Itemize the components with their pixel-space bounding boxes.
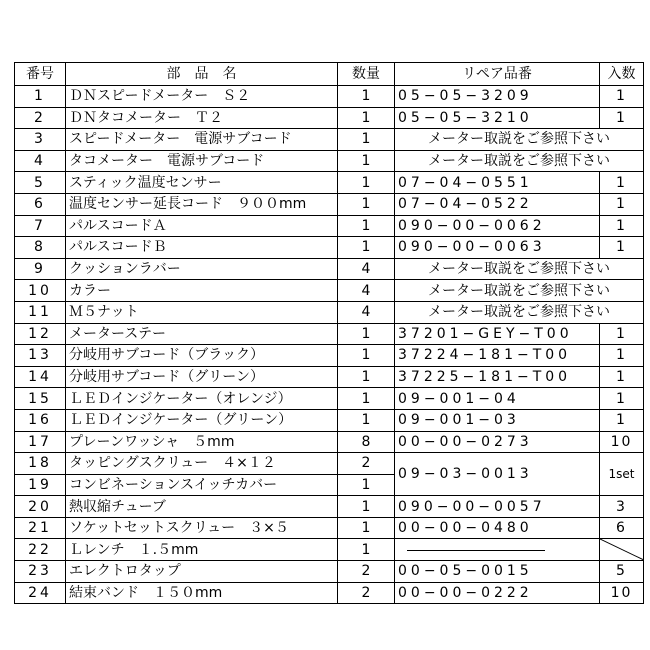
quantity: 1: [338, 107, 395, 129]
pack-count: 6: [600, 517, 644, 539]
part-name: コンビネーションスイッチカバー: [66, 474, 338, 496]
quantity: 1: [338, 150, 395, 172]
table-row: [15, 301, 644, 323]
table-row: [15, 561, 644, 583]
repair-part-number: 37225−181−T00: [395, 366, 600, 388]
table-row: [15, 237, 644, 259]
header-number: 番号: [15, 63, 66, 86]
part-name: パルスコードＢ: [66, 237, 338, 259]
quantity: 1: [338, 86, 395, 108]
quantity: 1: [338, 129, 395, 151]
refer-to-meter-manual-note: メーター取説をご参照下さい: [395, 150, 644, 172]
row-number: 1: [15, 86, 66, 108]
quantity: 1: [338, 237, 395, 259]
quantity: 1: [338, 496, 395, 518]
parts-table: [14, 62, 644, 604]
quantity: 1: [338, 388, 395, 410]
dash-line: [407, 550, 545, 551]
quantity: 2: [338, 582, 395, 604]
pack-count: 1: [600, 366, 644, 388]
quantity: 2: [338, 453, 395, 475]
row-number: 7: [15, 215, 66, 237]
repair-part-number: 090−00−0063: [395, 237, 600, 259]
pack-count: 1: [600, 388, 644, 410]
row-number: 12: [15, 323, 66, 345]
pack-count: 1: [600, 107, 644, 129]
quantity: 8: [338, 431, 395, 453]
table-row: [15, 582, 644, 604]
quantity: 1: [338, 517, 395, 539]
table-row: [15, 150, 644, 172]
quantity: 1: [338, 539, 395, 561]
part-name: 温度センサー延長コード ９００mm: [66, 193, 338, 215]
part-name: プレーンワッシャ ５mm: [66, 431, 338, 453]
repair-part-number: 00−00−0273: [395, 431, 600, 453]
table-row: [15, 193, 644, 215]
pack-count: 1: [600, 345, 644, 367]
table-row: [15, 388, 644, 410]
part-name: タコメーター 電源サブコード: [66, 150, 338, 172]
repair-part-number: 090−00−0062: [395, 215, 600, 237]
pack-count: 1: [600, 237, 644, 259]
part-name: クッションラバー: [66, 258, 338, 280]
repair-part-number: 37201−GEY−T00: [395, 323, 600, 345]
quantity: 1: [338, 193, 395, 215]
row-number: 3: [15, 129, 66, 151]
refer-to-meter-manual-note: メーター取説をご参照下さい: [395, 280, 644, 302]
repair-part-number: 05−05−3209: [395, 86, 600, 108]
row-number: 23: [15, 561, 66, 583]
quantity: 4: [338, 301, 395, 323]
pack-count: 1: [600, 193, 644, 215]
row-number: 24: [15, 582, 66, 604]
part-name: カラー: [66, 280, 338, 302]
table-row: [15, 409, 644, 431]
table-row: [15, 86, 644, 108]
repair-part-number: 05−05−3210: [395, 107, 600, 129]
table-row: [15, 345, 644, 367]
row-number: 16: [15, 409, 66, 431]
quantity: 4: [338, 280, 395, 302]
pack-count: 1: [600, 172, 644, 194]
repair-part-number: 00−05−0015: [395, 561, 600, 583]
table-row: [15, 129, 644, 151]
repair-part-number: 07−04−0551: [395, 172, 600, 194]
quantity: 1: [338, 474, 395, 496]
repair-part-number: 00−00−0222: [395, 582, 600, 604]
part-name: Ｍ５ナット: [66, 301, 338, 323]
part-name: ＤＮタコメーター Ｔ２: [66, 107, 338, 129]
no-pack-count-cell: [600, 539, 644, 561]
part-name: ＬＥＤインジケーター（オレンジ）: [66, 388, 338, 410]
part-name: ＤＮスピードメーター Ｓ２: [66, 86, 338, 108]
row-number: 15: [15, 388, 66, 410]
header-part-name: 部 品 名: [66, 63, 338, 86]
repair-part-number: 00−00−0480: [395, 517, 600, 539]
row-number: 6: [15, 193, 66, 215]
pack-count: 10: [600, 582, 644, 604]
header-pack-count: 入数: [600, 63, 644, 86]
row-number: 13: [15, 345, 66, 367]
quantity: 4: [338, 258, 395, 280]
table-row: [15, 258, 644, 280]
no-part-number-cell: [395, 539, 600, 561]
quantity: 1: [338, 323, 395, 345]
table-row: [15, 431, 644, 453]
table-row: [15, 323, 644, 345]
repair-part-number: 090−00−0057: [395, 496, 600, 518]
row-number: 20: [15, 496, 66, 518]
table-row: [15, 453, 644, 475]
table-row: [15, 496, 644, 518]
row-number: 17: [15, 431, 66, 453]
part-name: タッピングスクリュー ４×１２: [66, 453, 338, 475]
row-number: 5: [15, 172, 66, 194]
quantity: 1: [338, 172, 395, 194]
table-row: [15, 366, 644, 388]
quantity: 1: [338, 409, 395, 431]
row-number: 22: [15, 539, 66, 561]
quantity: 2: [338, 561, 395, 583]
pack-count: 1set: [600, 453, 644, 496]
table-row: [15, 107, 644, 129]
pack-count: 1: [600, 323, 644, 345]
part-name: 熱収縮チューブ: [66, 496, 338, 518]
part-name: 結束バンド １５０mm: [66, 582, 338, 604]
quantity: 1: [338, 366, 395, 388]
pack-count: 1: [600, 86, 644, 108]
pack-count: 1: [600, 215, 644, 237]
part-name: スピードメーター 電源サブコード: [66, 129, 338, 151]
pack-count: 1: [600, 409, 644, 431]
part-name: ＬＥＤインジケーター（グリーン）: [66, 409, 338, 431]
table-row: [15, 215, 644, 237]
row-number: 11: [15, 301, 66, 323]
row-number: 8: [15, 237, 66, 259]
part-name: 分岐用サブコード（ブラック）: [66, 345, 338, 367]
table-row: [15, 172, 644, 194]
pack-count: 3: [600, 496, 644, 518]
repair-part-number: 07−04−0522: [395, 193, 600, 215]
row-number: 2: [15, 107, 66, 129]
part-name: エレクトロタップ: [66, 561, 338, 583]
pack-count: 5: [600, 561, 644, 583]
row-number: 4: [15, 150, 66, 172]
table-row: [15, 539, 644, 561]
row-number: 10: [15, 280, 66, 302]
diagonal-slash-icon: [600, 539, 643, 560]
row-number: 14: [15, 366, 66, 388]
refer-to-meter-manual-note: メーター取説をご参照下さい: [395, 301, 644, 323]
repair-part-number: 09−001−03: [395, 409, 600, 431]
row-number: 18: [15, 453, 66, 475]
repair-part-number: 09−03−0013: [395, 453, 600, 496]
table-row: [15, 517, 644, 539]
pack-count: 10: [600, 431, 644, 453]
repair-part-number: 09−001−04: [395, 388, 600, 410]
part-name: 分岐用サブコード（グリーン）: [66, 366, 338, 388]
table-header-row: [15, 63, 644, 86]
part-name: メーターステー: [66, 323, 338, 345]
row-number: 21: [15, 517, 66, 539]
refer-to-meter-manual-note: メーター取説をご参照下さい: [395, 258, 644, 280]
part-name: スティック温度センサー: [66, 172, 338, 194]
repair-part-number: 37224−181−T00: [395, 345, 600, 367]
quantity: 1: [338, 215, 395, 237]
part-name: パルスコードＡ: [66, 215, 338, 237]
header-quantity: 数量: [338, 63, 395, 86]
table-row: [15, 280, 644, 302]
quantity: 1: [338, 345, 395, 367]
row-number: 9: [15, 258, 66, 280]
refer-to-meter-manual-note: メーター取説をご参照下さい: [395, 129, 644, 151]
row-number: 19: [15, 474, 66, 496]
part-name: ソケットセットスクリュー ３×５: [66, 517, 338, 539]
part-name: Ｌレンチ １.５mm: [66, 539, 338, 561]
header-repair-part-number: リペア品番: [395, 63, 600, 86]
